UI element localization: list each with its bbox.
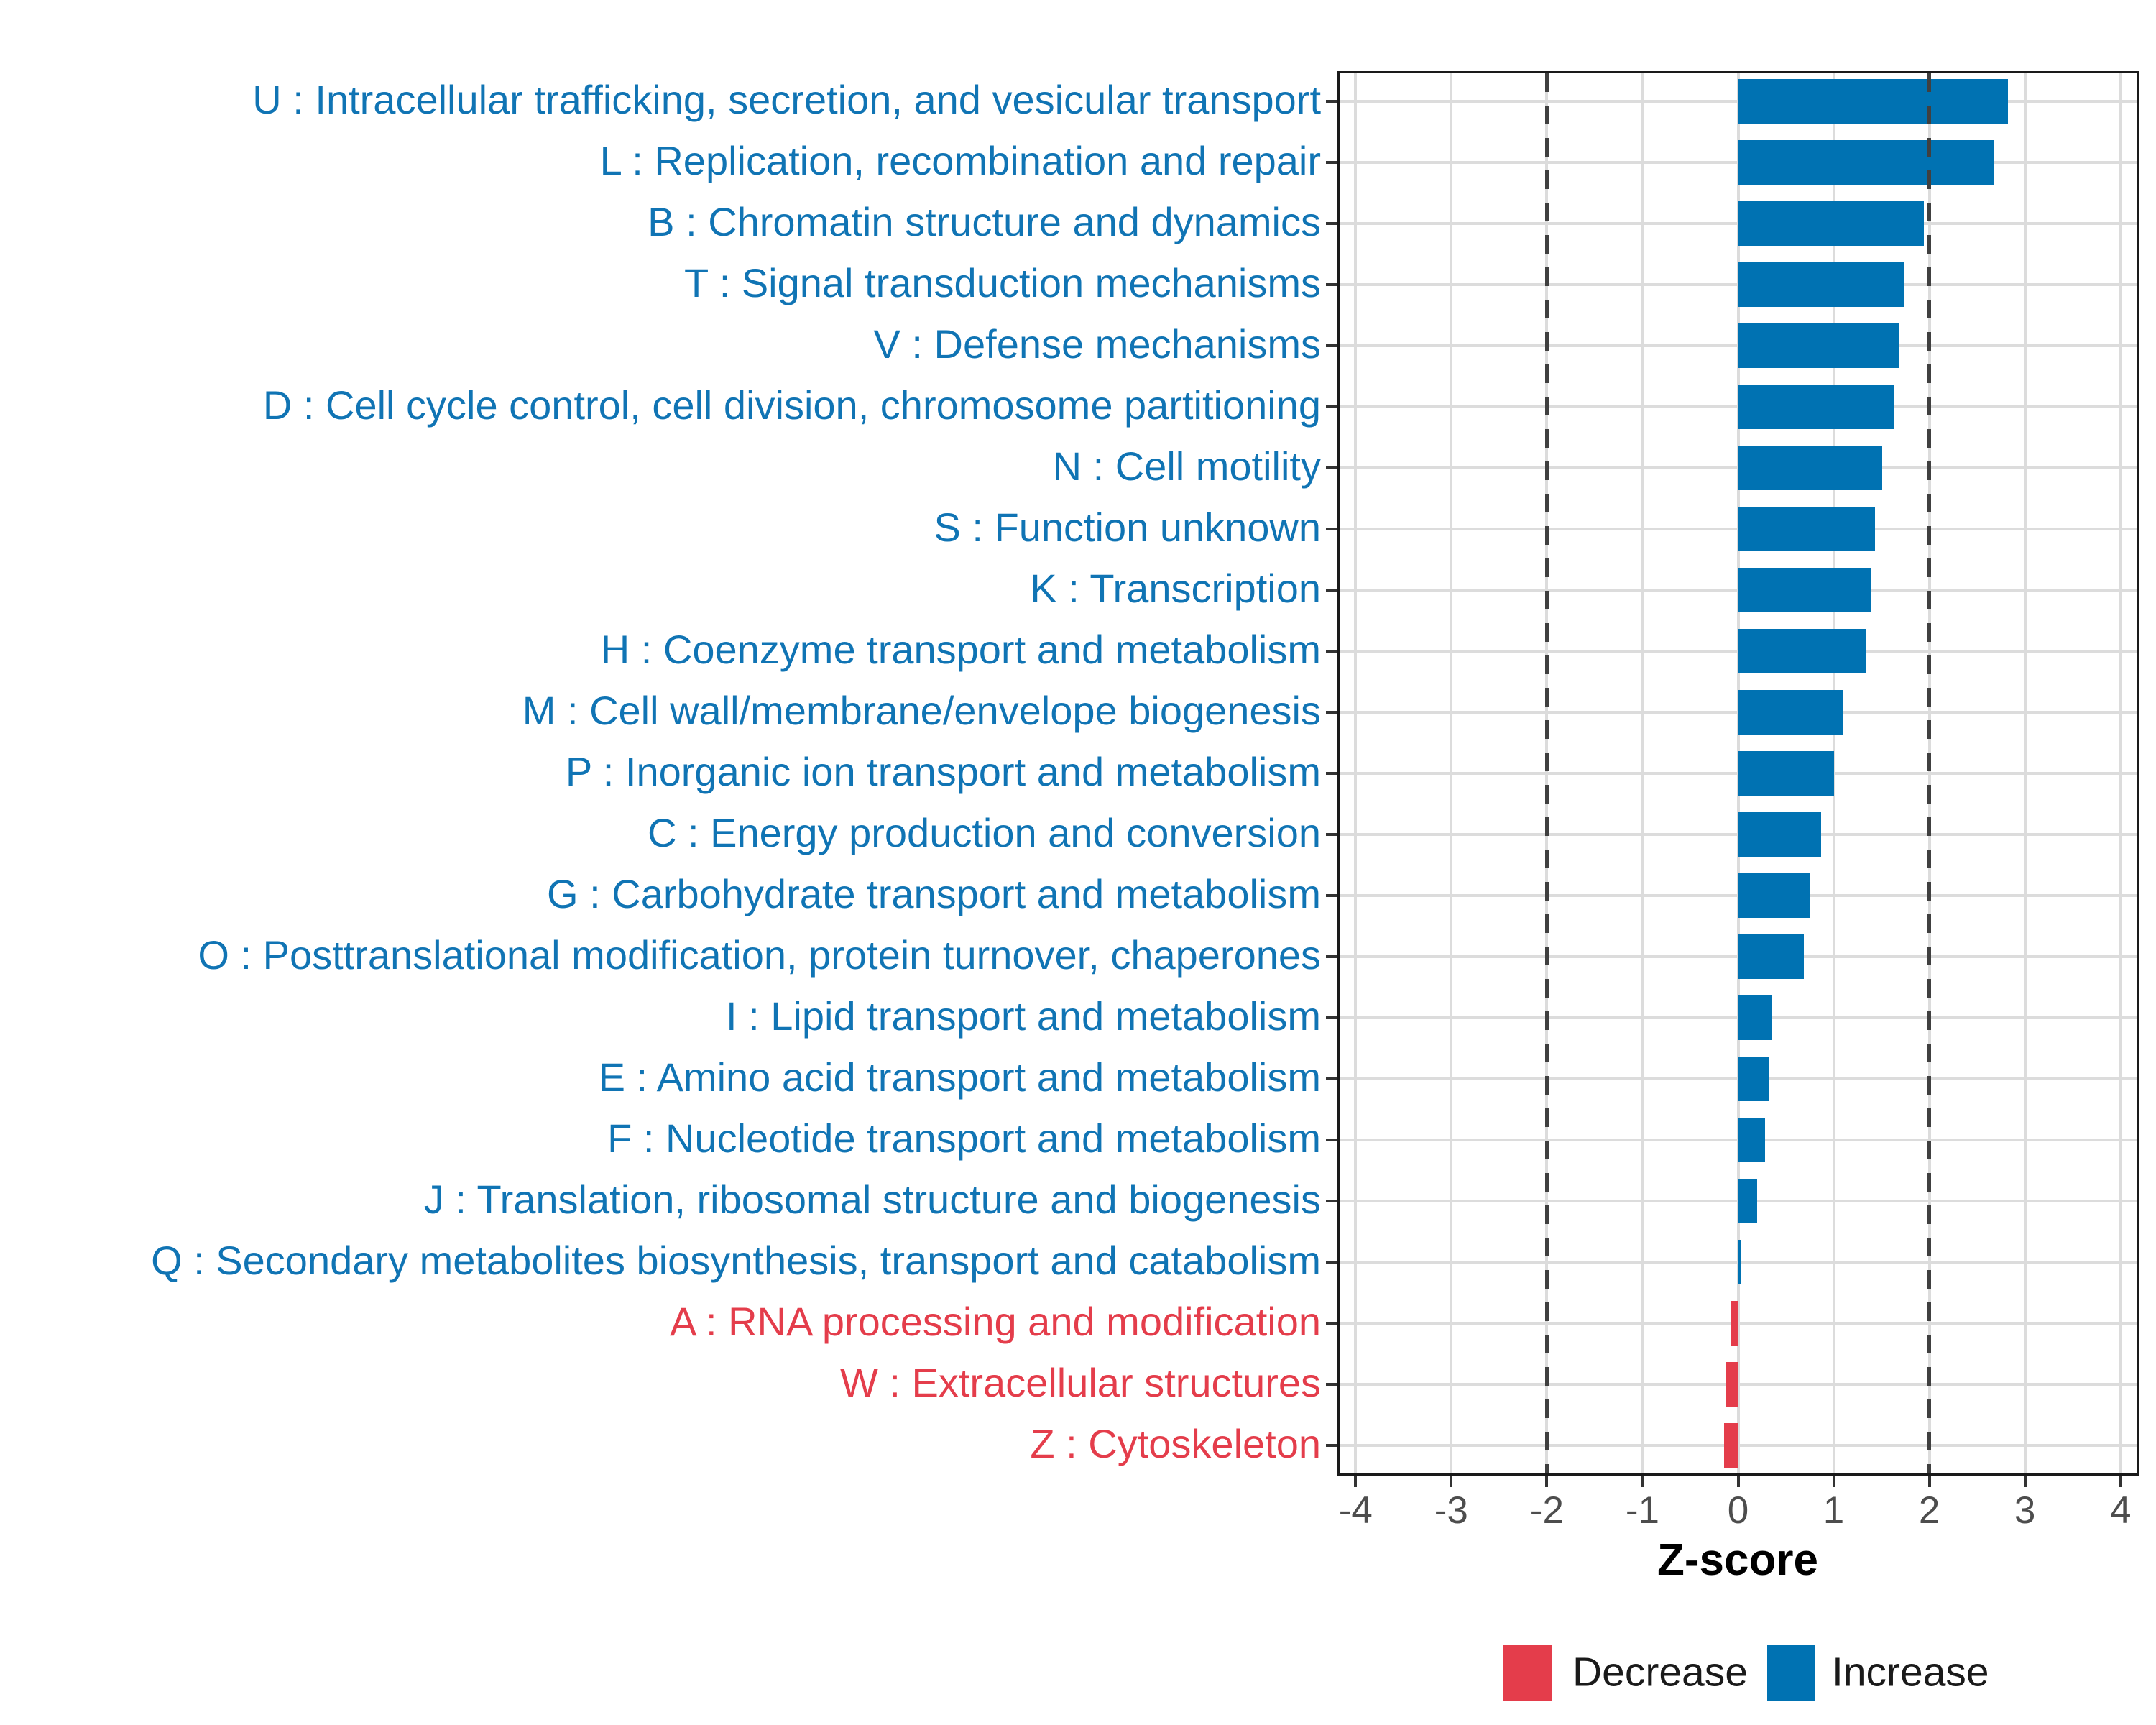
vertical-gridline <box>1641 73 1644 1473</box>
y-axis-tick <box>1326 833 1337 836</box>
category-label: G : Carbohydrate transport and metabolism <box>547 870 1321 916</box>
legend-label-increase: Increase <box>1832 1649 1989 1696</box>
category-label: E : Amino acid transport and metabolism <box>598 1054 1321 1100</box>
category-label: T : Signal transduction mechanisms <box>683 260 1321 306</box>
bar <box>1738 934 1805 979</box>
x-tick-label: 3 <box>2014 1489 2036 1532</box>
category-label: V : Defense mechanisms <box>873 321 1321 367</box>
x-axis-tick <box>1928 1476 1931 1487</box>
y-axis-tick <box>1326 1261 1337 1264</box>
bar <box>1738 201 1924 246</box>
x-tick-label: -4 <box>1338 1489 1373 1532</box>
x-axis-tick <box>1737 1476 1740 1487</box>
bar <box>1738 995 1772 1040</box>
dashed-reference-line <box>1927 73 1931 1473</box>
bar <box>1738 568 1871 612</box>
category-label: B : Chromatin structure and dynamics <box>648 199 1321 245</box>
vertical-gridline <box>1450 73 1452 1473</box>
x-tick-label: -2 <box>1529 1489 1564 1532</box>
bar <box>1738 1240 1741 1284</box>
x-tick-label: 4 <box>2109 1489 2132 1532</box>
legend-swatch-decrease <box>1503 1644 1552 1701</box>
y-axis-tick <box>1326 1077 1337 1080</box>
bar <box>1738 690 1843 735</box>
vertical-gridline <box>1354 73 1357 1473</box>
bar <box>1738 1057 1769 1101</box>
category-label: F : Nucleotide transport and metabolism <box>607 1115 1321 1161</box>
bar <box>1726 1362 1738 1407</box>
bar <box>1738 629 1866 673</box>
bar <box>1738 812 1822 857</box>
y-axis-tick <box>1326 1444 1337 1447</box>
bar <box>1738 446 1883 490</box>
bar <box>1738 79 2008 124</box>
x-axis-tick <box>1545 1476 1548 1487</box>
category-label: Q : Secondary metabolites biosynthesis, transport and catabolism <box>151 1237 1321 1283</box>
bar <box>1738 140 1995 185</box>
y-axis-tick <box>1326 1322 1337 1325</box>
y-axis-tick <box>1326 589 1337 592</box>
category-label: D : Cell cycle control, cell division, chromosome partitioning <box>262 382 1321 428</box>
plot-panel <box>1337 71 2139 1476</box>
bar <box>1738 385 1894 429</box>
category-label: O : Posttranslational modification, protein turnover, chaperones <box>198 932 1321 978</box>
x-axis-tick <box>1833 1476 1835 1487</box>
category-label: H : Coenzyme transport and metabolism <box>600 626 1321 672</box>
x-axis-tick <box>1354 1476 1357 1487</box>
y-axis-tick <box>1326 650 1337 653</box>
y-axis-tick <box>1326 283 1337 286</box>
bar <box>1738 323 1899 368</box>
x-tick-label: -3 <box>1434 1489 1468 1532</box>
y-axis-tick <box>1326 466 1337 469</box>
y-axis-tick <box>1326 1016 1337 1019</box>
bar <box>1738 507 1875 551</box>
y-axis-tick <box>1326 528 1337 530</box>
category-label: Z : Cytoskeleton <box>1030 1420 1321 1466</box>
x-axis-title: Z-score <box>1657 1535 1818 1585</box>
category-label: N : Cell motility <box>1052 443 1321 489</box>
y-axis-tick <box>1326 222 1337 225</box>
y-axis-tick <box>1326 161 1337 164</box>
category-label: U : Intracellular trafficking, secretion, and vesicular transport <box>252 77 1321 123</box>
y-axis-tick <box>1326 1138 1337 1141</box>
y-axis-tick <box>1326 1200 1337 1202</box>
category-label: J : Translation, ribosomal structure and biogenesis <box>423 1176 1321 1222</box>
category-label: W : Extracellular structures <box>839 1359 1321 1405</box>
bar <box>1738 262 1904 307</box>
y-axis-tick <box>1326 1383 1337 1386</box>
category-label: K : Transcription <box>1030 565 1321 611</box>
vertical-gridline <box>2119 73 2122 1473</box>
bar <box>1738 873 1810 918</box>
category-label: S : Function unknown <box>934 504 1321 550</box>
x-axis-tick <box>1641 1476 1644 1487</box>
category-label: I : Lipid transport and metabolism <box>726 993 1321 1039</box>
bar <box>1738 751 1834 796</box>
category-label: A : RNA processing and modification <box>670 1298 1321 1344</box>
y-axis-tick <box>1326 344 1337 347</box>
y-axis-tick <box>1326 711 1337 714</box>
category-label: M : Cell wall/membrane/envelope biogenesis <box>522 687 1321 733</box>
x-tick-label: 0 <box>1727 1489 1749 1532</box>
bar <box>1738 1179 1758 1223</box>
y-axis-tick <box>1326 894 1337 897</box>
x-axis-tick <box>2024 1476 2027 1487</box>
x-axis-tick <box>1450 1476 1452 1487</box>
y-axis-tick <box>1326 100 1337 103</box>
dashed-reference-line <box>1545 73 1549 1473</box>
x-tick-label: 1 <box>1823 1489 1845 1532</box>
x-tick-label: 2 <box>1918 1489 1940 1532</box>
y-axis-tick <box>1326 772 1337 775</box>
bar <box>1738 1118 1765 1162</box>
category-label: C : Energy production and conversion <box>648 809 1321 855</box>
legend-swatch-increase <box>1767 1644 1815 1701</box>
legend-label-decrease: Decrease <box>1572 1649 1748 1696</box>
y-axis-tick <box>1326 405 1337 408</box>
category-label: L : Replication, recombination and repair <box>599 138 1321 184</box>
bar <box>1731 1301 1738 1346</box>
vertical-gridline <box>2024 73 2027 1473</box>
x-tick-label: -1 <box>1625 1489 1660 1532</box>
y-axis-tick <box>1326 955 1337 958</box>
x-axis-tick <box>2119 1476 2122 1487</box>
category-label: P : Inorganic ion transport and metabolism <box>565 748 1321 794</box>
bar <box>1724 1423 1738 1468</box>
